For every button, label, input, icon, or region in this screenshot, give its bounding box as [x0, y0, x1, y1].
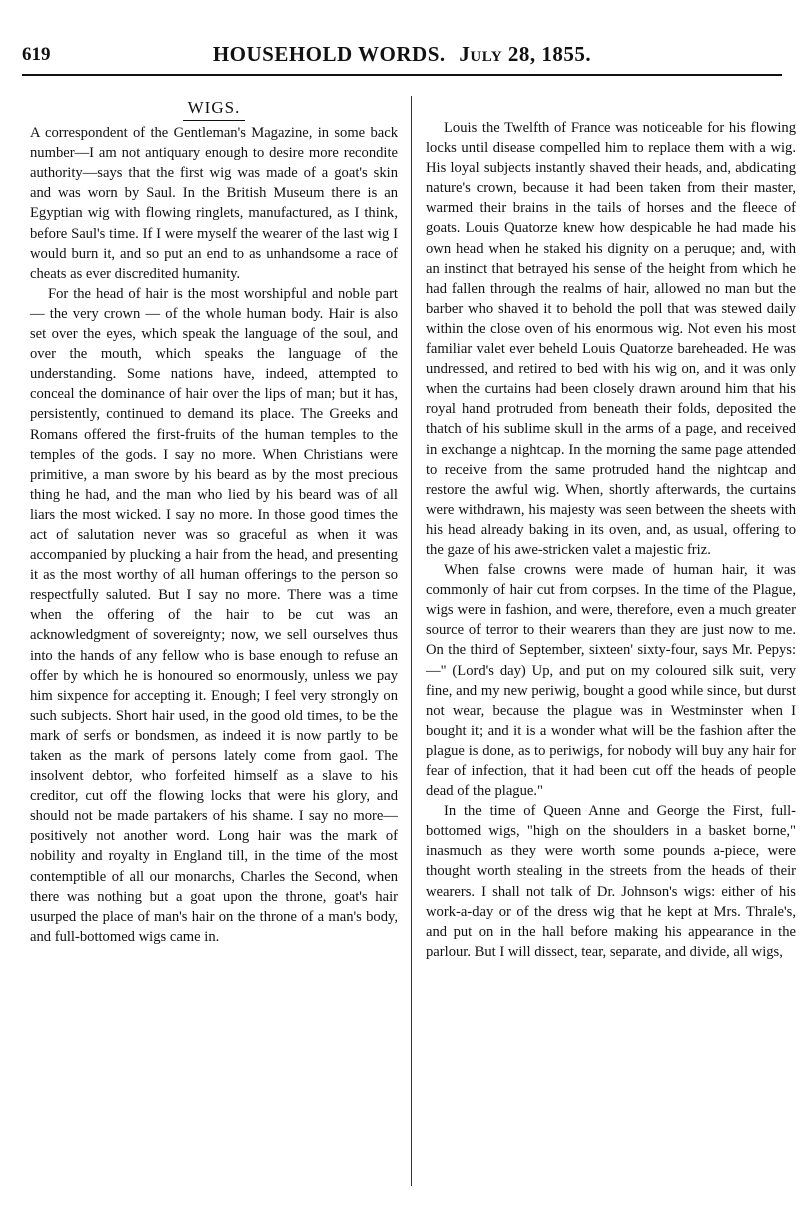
- paragraph: A correspondent of the Gentleman's Magazine, in some back number—I am not antiquary enough to desire more recondite authority—says that the first wig was made of a goat's skin and was worn by Saul. In the British Museum there is an Egyptian wig with flowing ringlets, manufactured, as I think, before Saul's time. If I were myself the wearer of the last wig I would burn it, and so put an end to as unhandsome a race of cheats as ever discredited humanity.: [30, 125, 398, 282]
- issue-date: July 28, 1855.: [459, 42, 592, 66]
- article-title: WIGS.: [187, 98, 241, 117]
- right-column: [426, 118, 796, 962]
- paragraph: In the time of Queen Anne and George the First, full-bottomed wigs, "high on the shoulders in a basket borne," inasmuch as they were worth some pounds a-piece, were thought worth stealing in the streets from the heads of their wearers. I shall not talk of Dr. Johnson's wigs: either of his work-a-day or of the dress wig that he kept at Mrs. Thrale's, and put on in the hall before making his appearance in the parlour. But I will dissect, tear, separate, and divide, all wigs,: [426, 803, 796, 960]
- paragraph: For the head of hair is the most worshipful and noble part — the very crown — of the whole human body. Hair is also set over the eyes, which speak the language of the soul, and over the mouth, which speaks the language of the understanding. Some nations have, indeed, attempted to conceal the dominance of hair over the lips of man; but it has, persistently, continued to demand its place. The Greeks and Romans offered the first-fruits of the human temples to the temples of the gods. I say no more. When Christians were primitive, a man swore by his beard as by the most precious thing he had, and the man who lied by his beard was of all liars the most wicked. I say no more. In those good times the act of salutation never was so graceful as when it was accompanied by plucking a hair from the head, and presenting it as the most worthy of all human offerings to the person so respectfully saluted. But I say no more. There was a time when the offering of the hair to be cut was an acknowledgment of sovereignty; now, we sell ourselves thus into the hands of any fellow who is base enough to refuse an offer by which he is honoured so enormously, unless we pay him sixpence for accepting it. Enough; I feel very strongly on such subjects. Short hair used, in the good old times, to be the mark of serfs or bondsmen, as indeed it is now partly to be taken as the mark of persons lately come from gaol. The insolvent debtor, who forfeited himself as a slave to his creditor, cut off the flowing locks that were his glory, and should not be made partakers of his shame. I say no more—positively not another word. Long hair was the mark of nobility and royalty in England till, in the time of the most contemptible of all our monarchs, Charles the Second, when there was nothing but a goat upon the throne, goat's hair usurped the place of man's hair on the throne of a man's body, and full-bottomed wigs came in.: [30, 285, 398, 945]
- running-head: [22, 42, 782, 67]
- column-divider: [411, 96, 412, 1186]
- paragraph: When false crowns were made of human hair, it was commonly of hair cut from corpses. In the time of the Plague, wigs were in fashion, and were, therefore, even a much greater source of terror to their wearers than they are just now to me. On the third of September, sixteen' sixty-four, says Mr. Pepys:—" (Lord's day) Up, and put on my coloured silk suit, very fine, and my new periwig, bought a good while since, but durst not wear, because the plague was in Westminster when I bought it; and it is a wonder what will be the fashion after the plague is done, as to periwigs, for nobody will buy any hair for fear of infection, that it had been cut off the heads of people dead of the plague.": [426, 562, 796, 800]
- title-underline: [183, 120, 245, 121]
- page-header: [22, 30, 782, 70]
- header-rule: [22, 74, 782, 76]
- publication-title: HOUSEHOLD WORDS.: [212, 42, 446, 66]
- left-column: [30, 98, 398, 947]
- page-number: 619: [22, 44, 51, 65]
- paragraph: Louis the Twelfth of France was noticeable for his flowing locks until disease compelled him to replace them with a wig. His loyal subjects instantly shaved their heads, and, abdicating nature's crown, because it had been taken from their master, warmed their brains in the tails of horses and the fleece of goats. Louis Quatorze knew how despicable he had made his own head when he staked his dignity on a peruque; and, with an instinct that betrayed his sense of the height from which he had fallen through the realms of hair, allowed no man but the barber who shaved it to behold the poll that was stewed daily within the close oven of his enormous wig. Not even his most familiar valet ever beheld Louis Quatorze bareheaded. He was undressed, and retired to bed with his wig on, and it was only when the curtains had been closely drawn around him that his royal hand protruded from beneath their folds, deposited the thatch of his sublime skull in the arms of a page, and received in exchange a nightcap. In the morning the same page attended to receive from the same protruded hand the nightcap and restore the awful wig. When, shortly afterwards, the curtains were withdrawn, his majesty was seen between the sheets with his head already baking in its oven, and, as usual, offering to the gaze of his awe-stricken valet a majestic friz.: [426, 120, 796, 558]
